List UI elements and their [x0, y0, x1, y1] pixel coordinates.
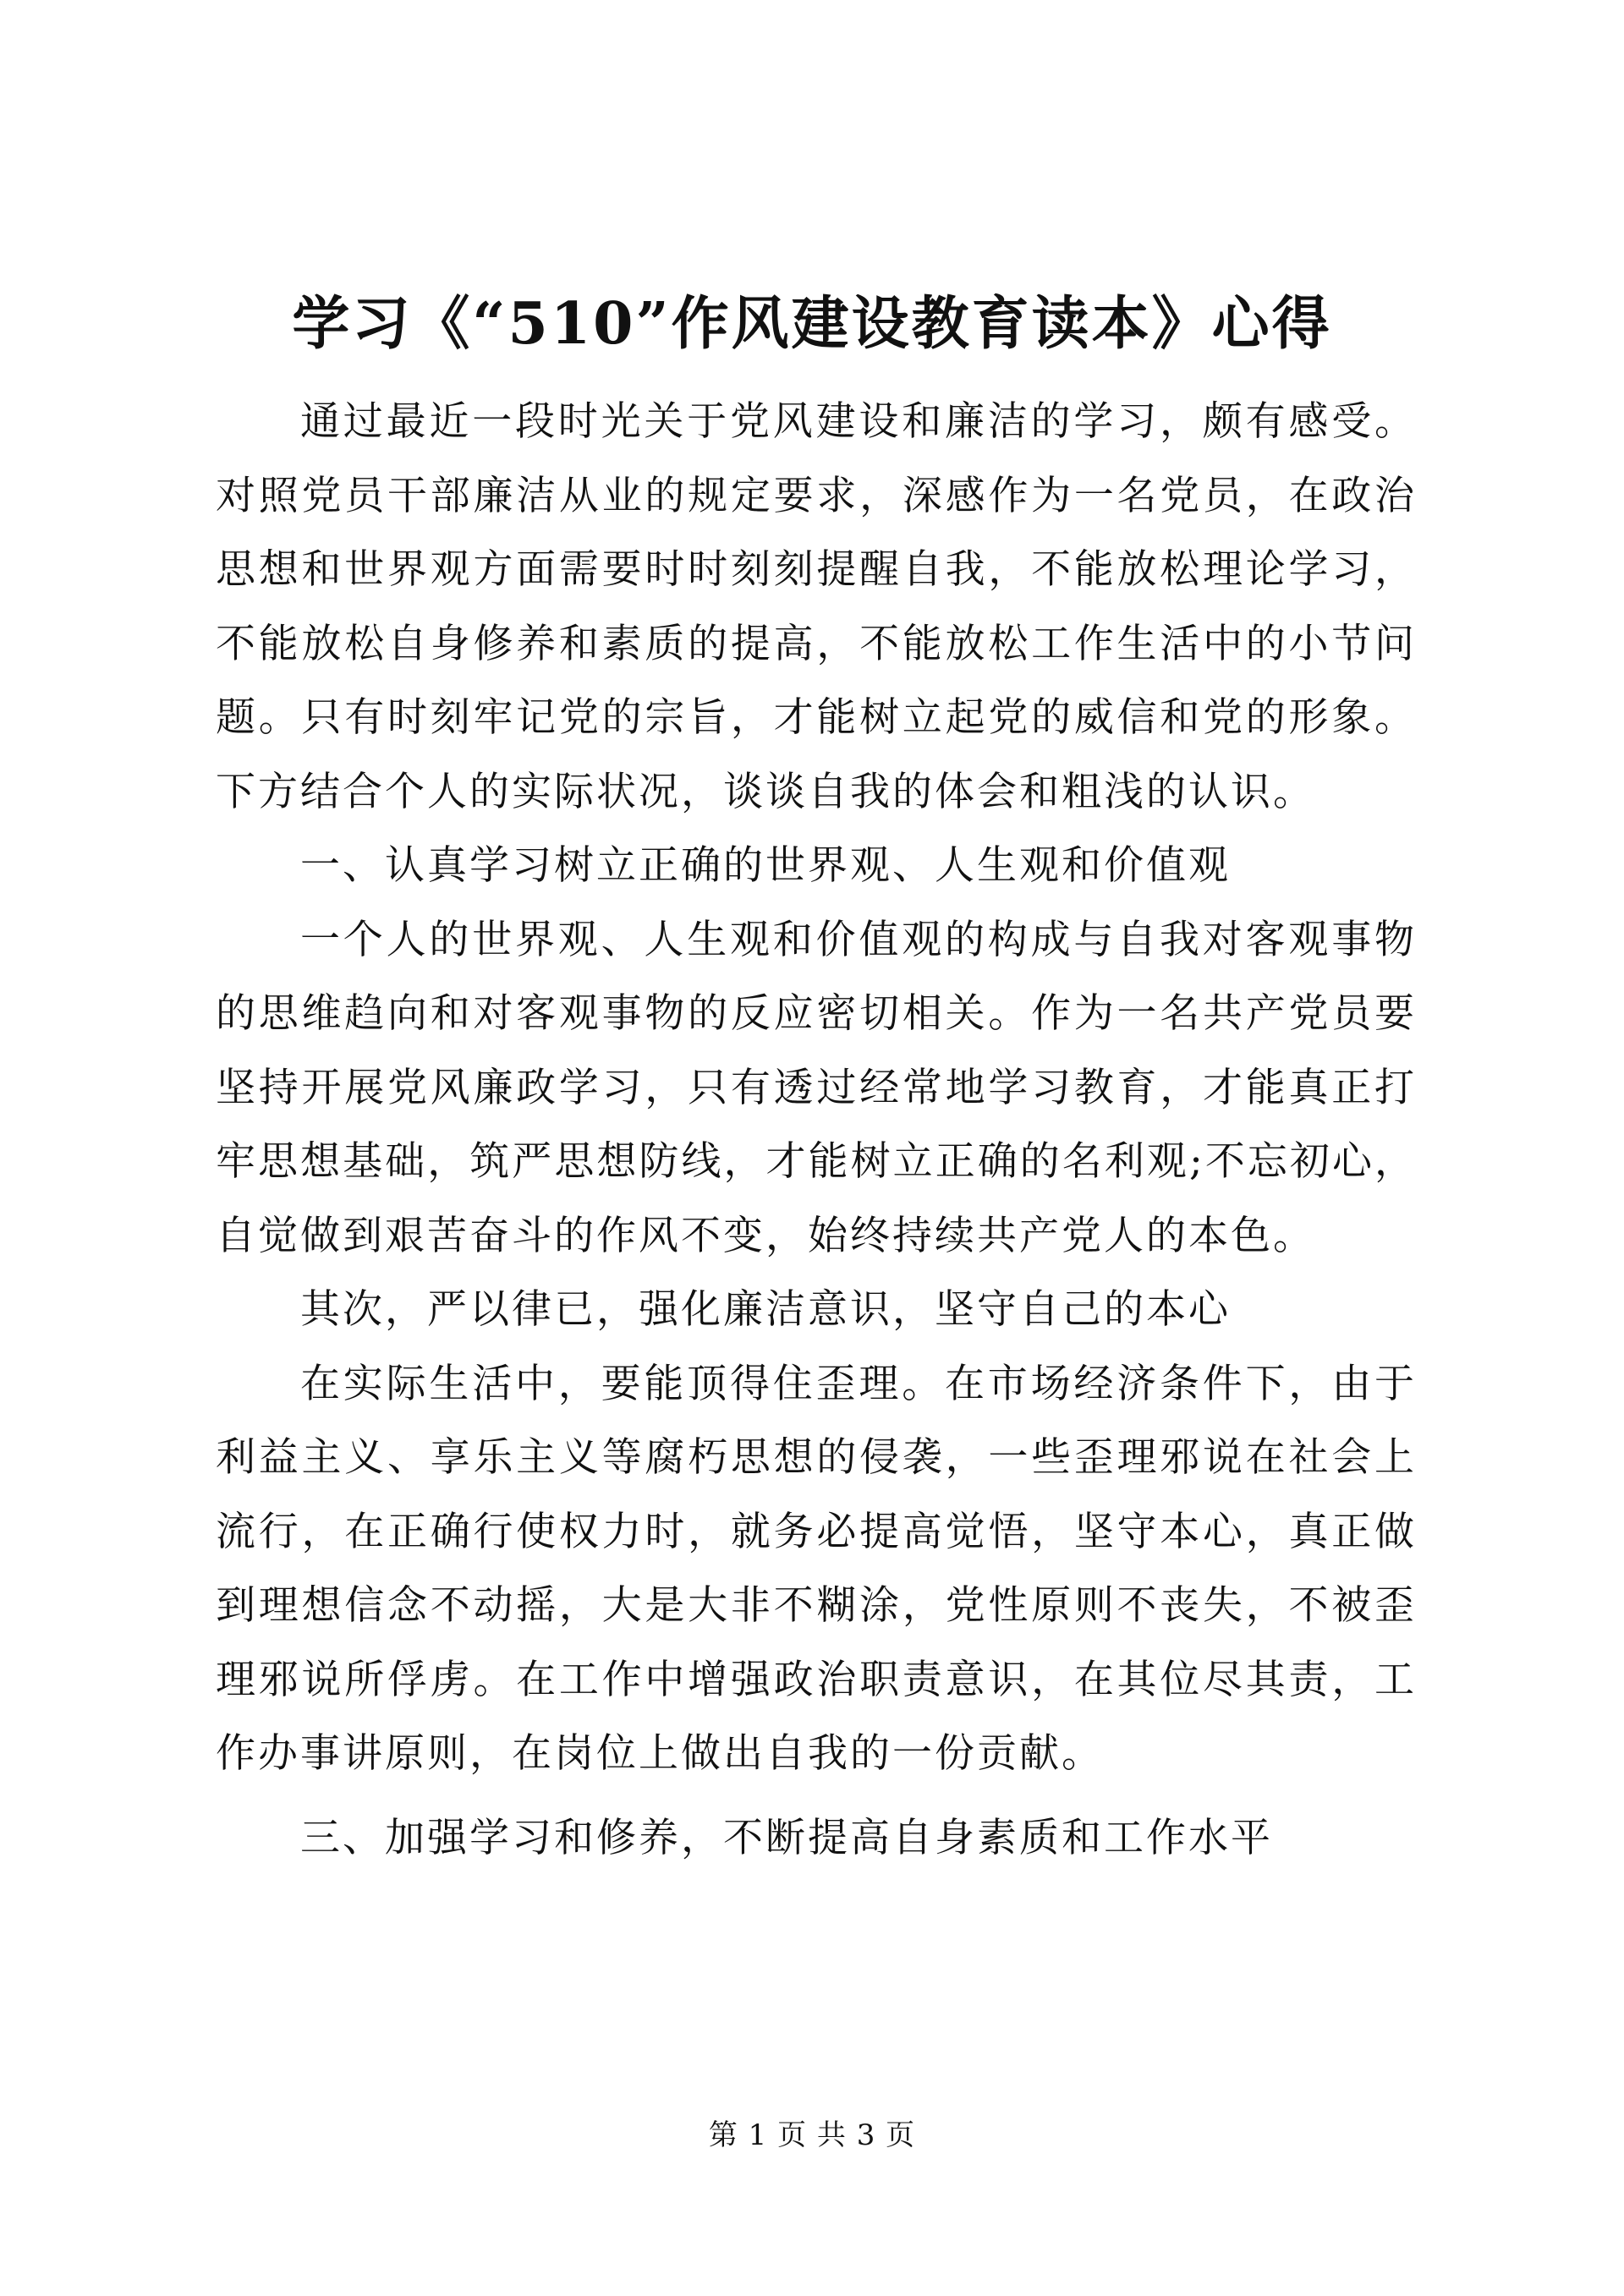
document-title: 学习《“510”作风建设教育读本》心得: [292, 290, 1332, 358]
section-heading-1: 一、认真学习树立正确的世界观、人生观和价值观: [300, 842, 1231, 889]
paragraph-section-2: 在实际生活中，要能顶得住歪理。在市场经济条件下，由于利益主义、享乐主义等腐朽思想的侵袭，一些歪理邪说在社会上流行，在正确行使权力时，就务必提高觉悟，坚守本心，真正做到理想信念不动摇，大是大非不糊涂，党性原则不丧失，不被歪理邪说所俘虏。在工作中增强政治职责意识，在其位尽其责，工作办事讲原则，在岗位上做出自我的一份贡献。: [216, 1360, 1417, 1777]
page-number-footer: 第 1 页 共 3 页: [708, 2118, 916, 2152]
section-heading-3: 三、加强学习和修养，不断提高自身素质和工作水平: [300, 1814, 1273, 1861]
paragraph-section-1: 一个人的世界观、人生观和价值观的构成与自我对客观事物的思维趋向和对客观事物的反应密切相关。作为一名共产党员要坚持开展党风廉政学习，只有透过经常地学习教育，才能真正打牢思想基础，筑严思想防线，才能树立正确的名利观;不忘初心，自觉做到艰苦奋斗的作风不变，始终持续共产党人的本色。: [216, 916, 1417, 1259]
document-body: [216, 385, 1417, 1875]
paragraph-intro: 通过最近一段时光关于党风建设和廉洁的学习，颇有感受。对照党员干部廉洁从业的规定要求，深感作为一名党员，在政治思想和世界观方面需要时时刻刻提醒自我，不能放松理论学习，不能放松自身修养和素质的提高，不能放松工作生活中的小节问题。只有时刻牢记党的宗旨，才能树立起党的威信和党的形象。下方结合个人的实际状况，谈谈自我的体会和粗浅的认识。: [216, 398, 1417, 815]
section-heading-2: 其次，严以律已，强化廉洁意识，坚守自己的本心: [300, 1286, 1231, 1333]
